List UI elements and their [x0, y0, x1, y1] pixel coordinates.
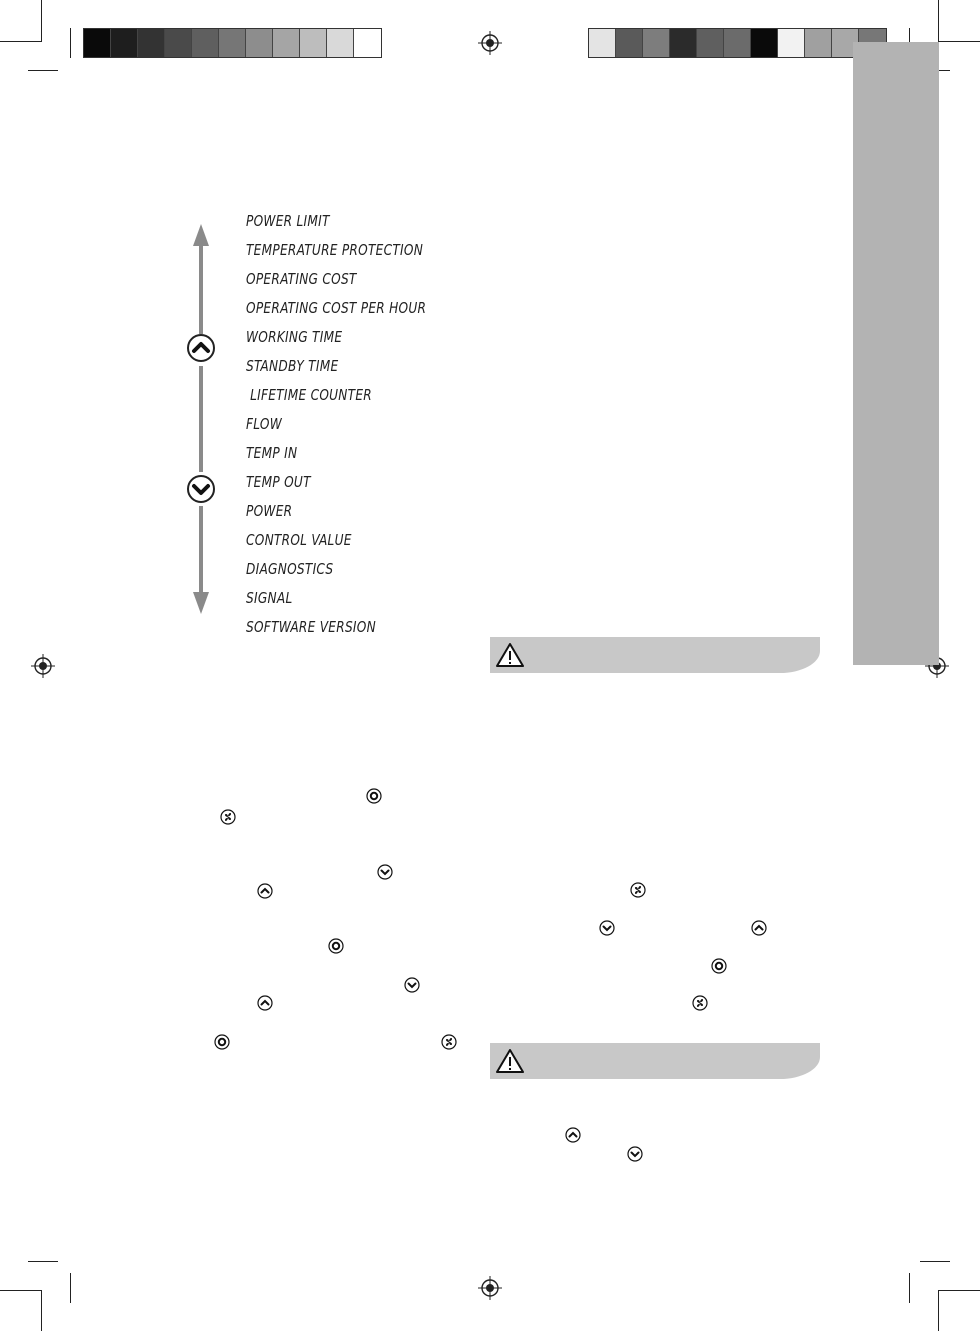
color-swatch	[354, 29, 381, 57]
menu-item: DIAGNOSTICS	[246, 560, 334, 578]
color-swatch	[165, 29, 192, 57]
crop-mark	[70, 28, 71, 58]
menu-item: STANDBY TIME	[246, 357, 339, 375]
chevron-down-icon	[189, 477, 213, 501]
color-calibration-strip-left	[83, 28, 382, 58]
chevron-up-button[interactable]	[187, 334, 215, 362]
color-swatch	[670, 29, 697, 57]
crop-mark	[938, 0, 939, 42]
crop-mark	[938, 1290, 980, 1291]
registration-mark-icon	[478, 1276, 502, 1300]
menu-item: OPERATING COST	[246, 270, 357, 288]
color-swatch	[246, 29, 273, 57]
chevron-down-button[interactable]	[187, 475, 215, 503]
color-calibration-strip-right	[588, 28, 887, 58]
chevron-down-icon	[377, 864, 393, 880]
warning-triangle-icon	[495, 641, 525, 669]
registration-mark-icon	[31, 654, 55, 678]
chevron-up-icon	[257, 995, 273, 1011]
menu-item: TEMP IN	[246, 444, 298, 462]
ok-circle-icon	[366, 788, 382, 804]
menu-item: TEMPERATURE PROTECTION	[246, 241, 424, 259]
crop-mark	[938, 41, 980, 42]
menu-item: SOFTWARE VERSION	[246, 618, 376, 636]
fan-icon	[630, 882, 646, 898]
crop-mark	[41, 1290, 42, 1331]
warning-banner	[490, 637, 820, 673]
menu-item: CONTROL VALUE	[246, 531, 352, 549]
color-swatch	[138, 29, 165, 57]
menu-item: FLOW	[246, 415, 282, 433]
color-swatch	[192, 29, 219, 57]
color-swatch	[219, 29, 246, 57]
crop-mark	[0, 41, 42, 42]
chevron-down-icon	[599, 920, 615, 936]
menu-item: POWER	[246, 502, 293, 520]
crop-mark	[41, 0, 42, 42]
crop-mark	[938, 1290, 939, 1331]
color-swatch	[300, 29, 327, 57]
warning-triangle-icon	[495, 1047, 525, 1075]
color-swatch	[273, 29, 300, 57]
ok-circle-icon	[214, 1034, 230, 1050]
chevron-down-icon	[627, 1146, 643, 1162]
chevron-up-icon	[189, 336, 213, 360]
ok-circle-icon	[328, 938, 344, 954]
crop-mark	[28, 70, 58, 71]
chevron-up-icon	[751, 920, 767, 936]
chevron-down-icon	[404, 977, 420, 993]
color-swatch	[616, 29, 643, 57]
color-swatch	[778, 29, 805, 57]
chevron-up-icon	[565, 1127, 581, 1143]
fan-icon	[441, 1034, 457, 1050]
menu-item: OPERATING COST PER HOUR	[246, 299, 427, 317]
fan-icon	[220, 809, 236, 825]
menu-item: POWER LIMIT	[246, 212, 330, 230]
color-swatch	[697, 29, 724, 57]
color-swatch	[724, 29, 751, 57]
color-swatch	[111, 29, 138, 57]
crop-mark	[920, 1261, 950, 1262]
color-swatch	[327, 29, 354, 57]
scroll-arrow-diagram	[180, 220, 224, 620]
color-swatch	[805, 29, 832, 57]
chevron-up-icon	[257, 883, 273, 899]
fan-icon	[692, 995, 708, 1011]
crop-mark	[0, 1290, 42, 1291]
color-swatch	[589, 29, 616, 57]
side-tab	[853, 42, 939, 665]
registration-mark-icon	[478, 31, 502, 55]
crop-mark	[28, 1261, 58, 1262]
crop-mark	[70, 1273, 71, 1303]
color-swatch	[84, 29, 111, 57]
menu-item: LIFETIME COUNTER	[246, 386, 372, 404]
menu-item: WORKING TIME	[246, 328, 343, 346]
color-swatch	[643, 29, 670, 57]
warning-banner	[490, 1043, 820, 1079]
menu-item: TEMP OUT	[246, 473, 311, 491]
menu-item: SIGNAL	[246, 589, 293, 607]
ok-circle-icon	[711, 958, 727, 974]
color-swatch	[751, 29, 778, 57]
crop-mark	[909, 1273, 910, 1303]
